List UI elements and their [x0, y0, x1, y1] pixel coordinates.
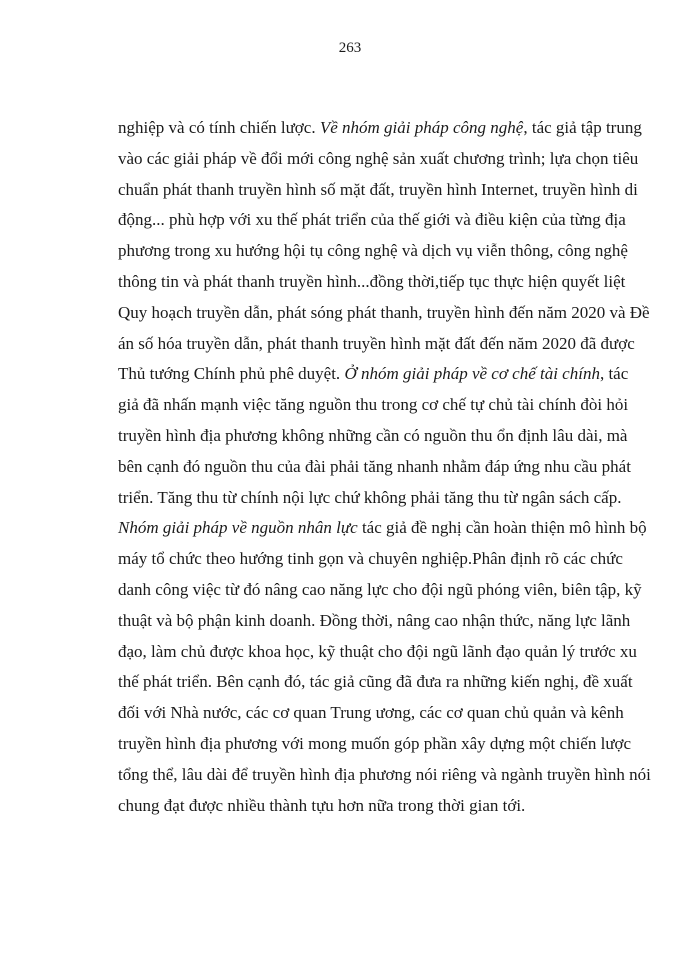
text-line	[118, 421, 628, 452]
italic-heading-span: Về nhóm giải pháp công nghệ	[319, 118, 524, 137]
text-line	[118, 760, 651, 791]
text-line	[118, 298, 650, 329]
text-line	[118, 729, 632, 760]
italic-heading-span: Ở nhóm giải pháp về cơ chế tài chính	[344, 364, 600, 384]
text-span: bên cạnh đó nguồn thu của đài phải tăng nhanh nhằm đáp ứng nhu cầu phát	[118, 456, 631, 476]
text-span: thông tin và phát thanh truyền hình...đồng thời,tiếp tục thực hiện quyết liệt	[118, 271, 626, 291]
body-paragraph	[118, 113, 651, 821]
italic-heading-span: Nhóm giải pháp về nguồn nhân lực	[118, 518, 358, 538]
text-span: Quy hoạch truyền dẫn, phát sóng phát thanh, truyền hình đến năm 2020 và Đề	[118, 302, 650, 322]
text-span: nghiệp và có tính chiến lược.	[118, 118, 320, 137]
text-line	[118, 113, 642, 144]
text-span: chuẩn phát thanh truyền hình số mặt đất, truyền hình Internet, truyền hình di	[118, 179, 638, 199]
text-line	[118, 637, 637, 668]
text-line	[118, 359, 629, 390]
text-line	[118, 329, 635, 360]
text-span: tổng thể, lâu dài để truyền hình địa phương nói riêng và ngành truyền hình nói	[118, 764, 651, 784]
text-line	[118, 667, 633, 698]
text-line	[118, 544, 623, 575]
text-span: Thủ tướng Chính phủ phê duyệt.	[118, 364, 345, 384]
text-line	[118, 483, 622, 514]
text-span: chung đạt được nhiều thành tựu hơn nữa trong thời gian tới.	[118, 795, 526, 815]
text-span: án số hóa truyền dẫn, phát thanh truyền hình mặt đất đến năm 2020 đã được	[118, 333, 635, 353]
text-line	[118, 698, 624, 729]
text-span: vào các giải pháp về đổi mới công nghệ sản xuất chương trình; lựa chọn tiêu	[118, 148, 639, 168]
text-span: động... phù hợp với xu thế phát triển của thế giới và điều kiện của từng địa	[118, 210, 626, 230]
text-span: đối với Nhà nước, các cơ quan Trung ương, các cơ quan chủ quản và kênh	[118, 703, 624, 723]
text-span: máy tổ chức theo hướng tinh gọn và chuyên nghiệp.Phân định rõ các chức	[118, 549, 623, 569]
text-line	[118, 267, 626, 298]
text-span: tác giả đề nghị cần hoàn thiện mô hình bộ	[357, 518, 647, 538]
text-span: danh công việc từ đó nâng cao năng lực cho đội ngũ phóng viên, biên tập, kỹ	[118, 579, 642, 599]
text-line	[118, 390, 629, 421]
page-number: 263	[338, 40, 362, 56]
text-span: truyền hình địa phương với mong muốn góp phần xây dựng một chiến lược	[118, 733, 632, 753]
text-line	[118, 452, 631, 483]
text-span: truyền hình địa phương không những cần có nguồn thu ổn định lâu dài, mà	[118, 425, 628, 445]
text-span: giả đã nhấn mạnh việc tăng nguồn thu trong cơ chế tự chủ tài chính đòi hỏi	[118, 395, 629, 415]
text-span: đạo, làm chủ được khoa học, kỹ thuật cho đội ngũ lãnh đạo quản lý trước xu	[118, 641, 637, 661]
text-line	[118, 575, 642, 606]
text-line	[118, 513, 647, 544]
text-line	[118, 144, 639, 175]
text-line	[118, 236, 628, 267]
text-line	[118, 791, 604, 822]
text-span: phương trong xu hướng hội tụ công nghệ và dịch vụ viễn thông, công nghệ	[118, 241, 628, 261]
text-span: , tác	[599, 364, 629, 384]
text-line	[118, 205, 626, 236]
text-span: thuật và bộ phận kinh doanh. Đồng thời, nâng cao nhận thức, năng lực lãnh	[118, 610, 631, 630]
text-line	[118, 175, 638, 206]
text-line	[118, 606, 631, 637]
text-span: , tác giả tập trung	[523, 118, 642, 137]
text-span: triển. Tăng thu từ chính nội lực chứ không phải tăng thu từ ngân sách cấp.	[118, 487, 622, 507]
text-span: thế phát triển. Bên cạnh đó, tác giả cũng đã đưa ra những kiến nghị, đề xuất	[118, 672, 633, 692]
